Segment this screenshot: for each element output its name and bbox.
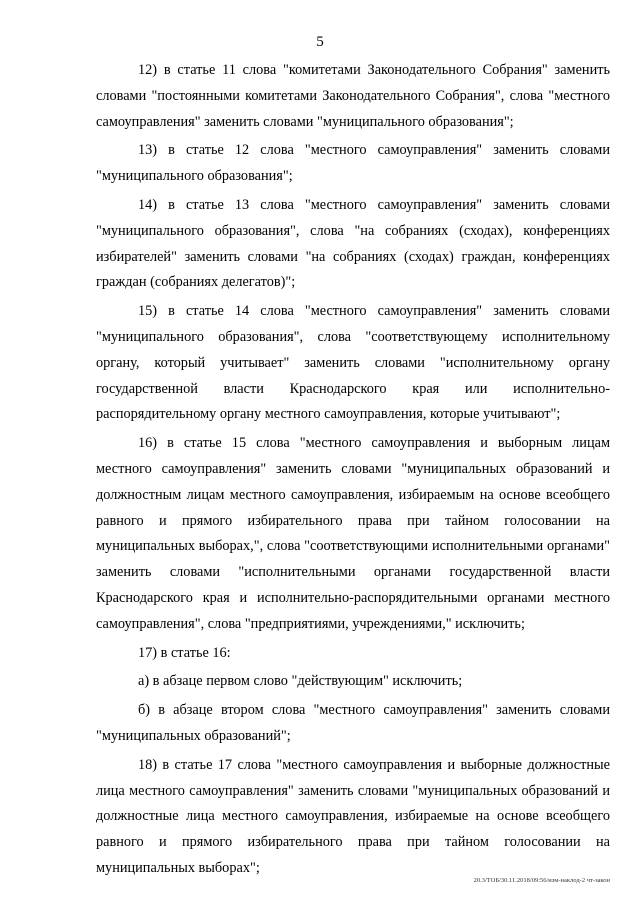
paragraph-item-12: 12) в статье 11 слова "комитетами Законодательного Собрания" заменить словами "постоянными комитетами Законодательного Собрания", слова "местного самоуправления" заменить словами "муниципального образования"; [96,62,610,130]
paragraph-item-18: 18) в статье 17 слова "местного самоуправления и выборные должностные лица местного самоуправления" заменить словами "муниципальных образований и должностные лица местного самоуправления, избираемые на основе всеобщего равного и прямого избирательного права при тайном голосовании на муниципальных выборах"; [96,756,610,876]
paragraph-item-17a: а) в абзаце первом слово "действующим" исключить; [138,673,463,690]
paragraph-item-16: 16) в статье 15 слова "местного самоуправления и выборным лицам местного самоуправления" заменить словами "муниципальных образований и должностным лицам местного самоуправления, избираемым на основе всеобщего равного и прямого избирательного права при тайном голосовании на муниципальных выборах,", слова "соответствующими исполнительными органами" заменить словами "исполнительными органами государственной власти Краснодарского края и исполнительно-распорядительными органами местного самоуправления", слова "предприятиями, учреждениями," исключить; [96,435,610,632]
paragraph-item-13: 13) в статье 12 слова "местного самоуправления" заменить словами "муниципального образования"; [96,142,610,185]
document-body [96,58,610,885]
paragraph-item-14: 14) в статье 13 слова "местного самоуправления" заменить словами "муниципального образования", слова "на собраниях (сходах), конференциях избирателей" заменить словами "на собраниях (сходах) граждан, конференциях граждан (собраниях делегатов)"; [96,196,610,291]
footer-stamp: 20.3/ТОБ/30.11.2018/09:56/изм-наклод-2 чт-закон [473,877,610,884]
page-number: 5 [316,34,324,50]
paragraph-item-17: 17) в статье 16: [138,644,231,661]
paragraph-item-17b: б) в абзаце втором слова "местного самоуправления" заменить словами "муниципальных образований"; [96,702,610,744]
paragraph-item-15: 15) в статье 14 слова "местного самоуправления" заменить словами "муниципального образования", слова "соответствующему исполнительному органу, который учитывает" заменить словами "исполнительному органу государственной власти Краснодарского края или исполнительно-распорядительному органу местного самоуправления, которые учитывают"; [96,303,610,423]
